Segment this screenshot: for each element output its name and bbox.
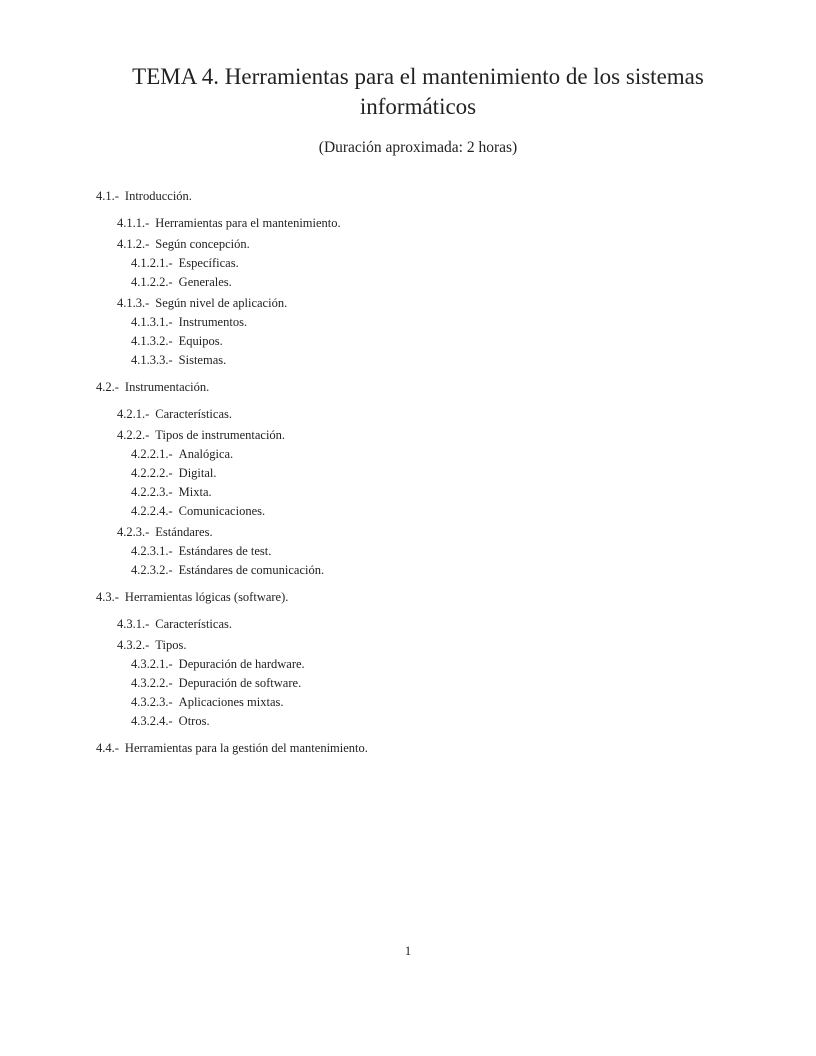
toc-item-label: Introducción. xyxy=(124,189,192,203)
toc-item xyxy=(117,236,250,252)
toc-item-number: 4.3.2.2.- xyxy=(131,676,173,690)
toc-item-label: Instrumentación. xyxy=(124,380,210,394)
toc-item-number: 4.1.- xyxy=(96,189,119,203)
toc-item-label: Tipos de instrumentación. xyxy=(155,428,286,442)
toc-item xyxy=(96,589,288,605)
toc-item-number: 4.1.2.1.- xyxy=(131,256,173,270)
toc-item-label: Analógica. xyxy=(178,447,234,461)
toc-item-label: Comunicaciones. xyxy=(178,504,266,518)
toc-item xyxy=(117,524,213,540)
toc-item-label: Otros. xyxy=(178,714,210,728)
toc-item xyxy=(117,295,287,311)
toc-item-number: 4.3.2.- xyxy=(117,638,150,652)
toc-item xyxy=(96,188,192,204)
toc-item-number: 4.2.3.2.- xyxy=(131,563,173,577)
page-number: 1 xyxy=(404,944,412,958)
toc-item xyxy=(131,562,324,578)
toc-item-label: Específicas. xyxy=(178,256,239,270)
toc-item-number: 4.3.2.4.- xyxy=(131,714,173,728)
toc-item xyxy=(131,503,265,519)
toc-item xyxy=(131,333,223,349)
toc-item-label: Mixta. xyxy=(178,485,212,499)
toc-item-label: Aplicaciones mixtas. xyxy=(178,695,284,709)
toc-item xyxy=(117,215,341,231)
toc-item-label: Generales. xyxy=(178,275,232,289)
toc-item-label: Depuración de hardware. xyxy=(178,657,305,671)
toc-item-label: Sistemas. xyxy=(178,353,227,367)
toc-item xyxy=(131,314,247,330)
toc-item-number: 4.2.2.1.- xyxy=(131,447,173,461)
toc-item-label: Estándares. xyxy=(155,525,213,539)
toc-item-number: 4.3.2.1.- xyxy=(131,657,173,671)
toc-item xyxy=(117,616,232,632)
toc-item-number: 4.2.2.2.- xyxy=(131,466,173,480)
toc-item-number: 4.3.- xyxy=(96,590,119,604)
toc-item-label: Estándares de comunicación. xyxy=(178,563,325,577)
toc-item-label: Características. xyxy=(155,407,232,421)
toc-item xyxy=(131,675,301,691)
toc-item xyxy=(131,465,217,481)
toc-item-number: 4.1.3.- xyxy=(117,296,150,310)
toc-item xyxy=(96,379,209,395)
toc-item-label: Herramientas lógicas (software). xyxy=(124,590,289,604)
document-title: TEMA 4. Herramientas para el mantenimiento de los sistemas informáticos xyxy=(132,64,704,119)
toc-item xyxy=(131,713,210,729)
toc-item-number: 4.2.- xyxy=(96,380,119,394)
toc-item xyxy=(131,694,284,710)
toc-item-number: 4.2.2.4.- xyxy=(131,504,173,518)
toc-item-label: Según nivel de aplicación. xyxy=(155,296,288,310)
toc-item-number: 4.4.- xyxy=(96,741,119,755)
toc-item-label: Instrumentos. xyxy=(178,315,248,329)
toc-item-number: 4.2.1.- xyxy=(117,407,150,421)
toc-item xyxy=(117,427,285,443)
toc-item xyxy=(96,740,368,756)
document-subtitle: (Duración aproximada: 2 horas) xyxy=(318,139,518,156)
toc-item-number: 4.2.3.1.- xyxy=(131,544,173,558)
toc-item xyxy=(131,274,232,290)
toc-item xyxy=(131,656,305,672)
toc-item-label: Tipos. xyxy=(155,638,187,652)
toc-item-number: 4.1.2.2.- xyxy=(131,275,173,289)
toc-item-label: Digital. xyxy=(178,466,217,480)
toc-item xyxy=(131,446,233,462)
toc-item-label: Estándares de test. xyxy=(178,544,272,558)
toc-item xyxy=(117,637,186,653)
toc-item xyxy=(131,543,271,559)
toc-item-number: 4.3.1.- xyxy=(117,617,150,631)
toc-item xyxy=(117,406,232,422)
toc-item-number: 4.1.3.1.- xyxy=(131,315,173,329)
toc-item-label: Según concepción. xyxy=(155,237,250,251)
toc-item-number: 4.2.2.3.- xyxy=(131,485,173,499)
toc-item xyxy=(131,255,239,271)
toc-item-label: Depuración de software. xyxy=(178,676,302,690)
toc-item-number: 4.1.3.3.- xyxy=(131,353,173,367)
toc-item-label: Características. xyxy=(155,617,232,631)
toc-item-number: 4.1.2.- xyxy=(117,237,150,251)
toc-item-label: Herramientas para el mantenimiento. xyxy=(155,216,341,230)
toc-item xyxy=(131,484,212,500)
toc-item-number: 4.3.2.3.- xyxy=(131,695,173,709)
toc-item xyxy=(131,352,226,368)
toc-item-number: 4.2.3.- xyxy=(117,525,150,539)
toc-item-label: Equipos. xyxy=(178,334,223,348)
toc-item-number: 4.1.3.2.- xyxy=(131,334,173,348)
toc-item-number: 4.1.1.- xyxy=(117,216,150,230)
toc-item-number: 4.2.2.- xyxy=(117,428,150,442)
toc-item-label: Herramientas para la gestión del mantenimiento. xyxy=(124,741,368,755)
